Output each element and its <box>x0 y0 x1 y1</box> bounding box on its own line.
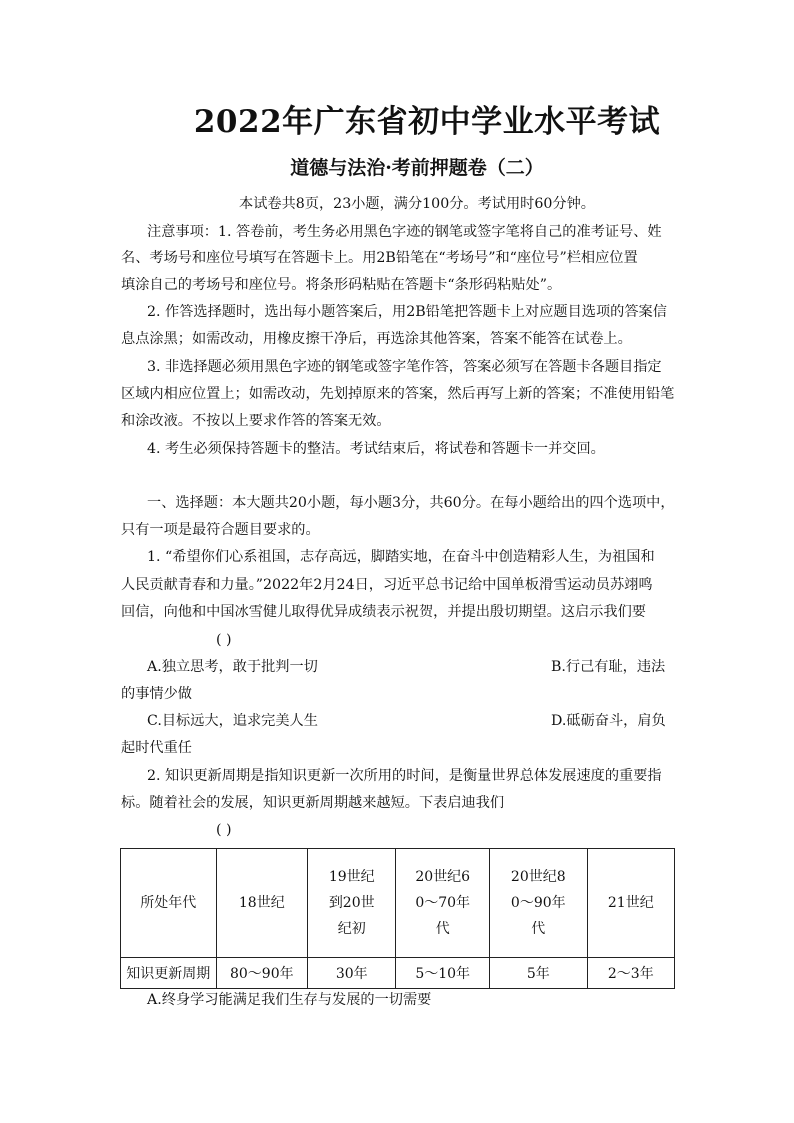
table-cell: 2～3年 <box>587 958 674 989</box>
knowledge-cycle-table <box>120 848 675 989</box>
answer-blank: ( ) <box>216 632 232 648</box>
notes-line: 名、考场号和座位号填写在答题卡上。用2B铅笔在“考场号”和“座位号”栏相应位置 <box>121 250 638 266</box>
option-d-continued: 起时代重任 <box>121 740 192 756</box>
table-cell: 18世纪 <box>216 849 307 958</box>
question-stem: 1. “希望你们心系祖国，志存高远，脚踏实地，在奋斗中创造精彩人生，为祖国和 <box>147 549 655 565</box>
notes-line: 2. 作答选择题时，选出每小题答案后，用2B铅笔把答题卡上对应题目选项的答案信 <box>147 304 667 320</box>
section-heading: 一、选择题：本大题共20小题，每小题3分，共60分。在每小题给出的四个选项中， <box>147 495 675 511</box>
table-row <box>121 849 675 958</box>
notes-line: 4. 考生必须保持答题卡的整洁。考试结束后，将试卷和答题卡一并交回。 <box>147 441 605 457</box>
table-cell-text: 19世纪到20世纪初 <box>328 869 375 937</box>
table-cell: 30年 <box>308 958 396 989</box>
option-a: A.终身学习能满足我们生存与发展的一切需要 <box>147 992 432 1008</box>
notes-line: 息点涂黑；如需改动，用橡皮擦干净后，再选涂其他答案，答案不能答在试卷上。 <box>121 331 632 347</box>
option-d: D.砥砺奋斗，肩负 <box>551 713 666 729</box>
answer-blank: ( ) <box>216 822 232 838</box>
table-cell-text: 20世纪60～70年代 <box>415 869 471 937</box>
exam-info: 本试卷共8页，23小题，满分100分。考试用时60分钟。 <box>239 196 595 212</box>
notes-line: 3. 非选择题必须用黑色字迹的钢笔或签字笔作答，答案必须写在答题卡各题目指定 <box>147 359 662 375</box>
notes-line: 填涂自己的考场号和座位号。将条形码粘贴在答题卡“条形码粘贴处”。 <box>121 277 562 293</box>
exam-title: 2022年广东省初中学业水平考试 <box>193 104 661 140</box>
table-cell: 所处年代 <box>121 849 217 958</box>
table-row <box>121 958 675 989</box>
option-a: A.独立思考，敢于批判一切 <box>147 659 318 675</box>
question-stem: 标。随着社会的发展，知识更新周期越来越短。下表启迪我们 <box>121 795 505 811</box>
table-cell <box>396 849 490 958</box>
table-cell: 21世纪 <box>587 849 674 958</box>
table-cell: 80～90年 <box>216 958 307 989</box>
table-cell <box>308 849 396 958</box>
notes-line: 区域内相应位置上；如需改动，先划掉原来的答案，然后再写上新的答案；不准使用铅笔 <box>121 386 675 402</box>
question-stem: 2. 知识更新周期是指知识更新一次所用的时间，是衡量世界总体发展速度的重要指 <box>147 768 662 784</box>
option-b: B.行己有耻，违法 <box>551 659 666 675</box>
table-cell: 知识更新周期 <box>121 958 217 989</box>
table-cell <box>489 849 587 958</box>
exam-subtitle: 道德与法治·考前押题卷（二） <box>290 157 544 179</box>
section-heading: 只有一项是最符合题目要求的。 <box>121 522 320 538</box>
question-stem: 人民贡献青春和力量。”2022年2月24日，习近平总书记给中国单板滑雪运动员苏翊鸣 <box>121 577 653 593</box>
notes-line: 和涂改液。不按以上要求作答的答案无效。 <box>121 413 391 429</box>
notes-line: 注意事项：1. 答卷前，考生务必用黑色字迹的钢笔或签字笔将自己的准考证号、姓 <box>147 224 662 240</box>
question-stem: 回信，向他和中国冰雪健儿取得优异成绩表示祝贺，并提出殷切期望。这启示我们要 <box>121 604 646 620</box>
table-cell: 5年 <box>489 958 587 989</box>
option-b-continued: 的事情少做 <box>121 686 192 702</box>
option-c: C.目标远大，追求完美人生 <box>147 713 318 729</box>
table-cell: 5～10年 <box>396 958 490 989</box>
table-cell-text: 20世纪80～90年代 <box>510 869 566 937</box>
